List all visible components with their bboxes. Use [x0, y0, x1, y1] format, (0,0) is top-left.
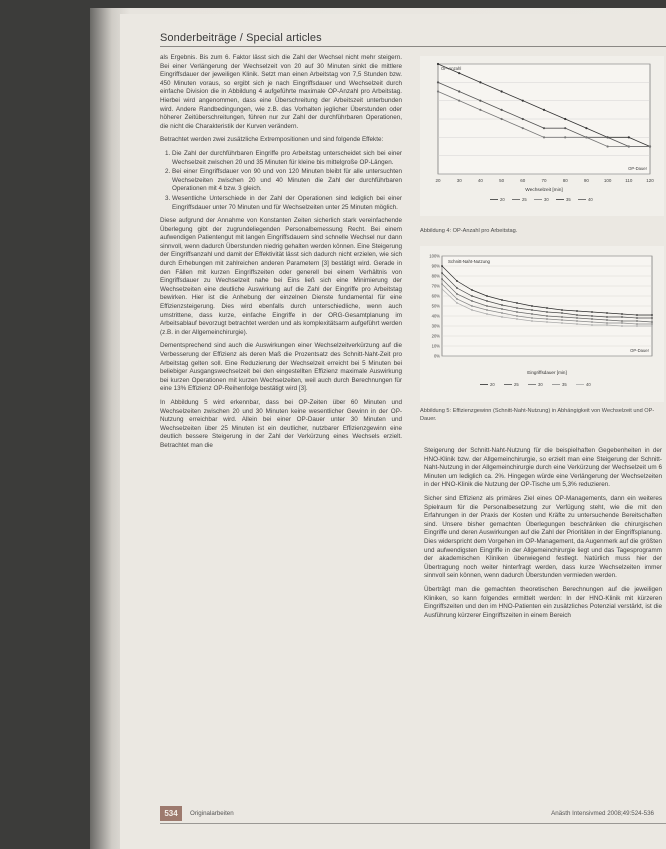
data-point: [576, 314, 578, 316]
data-point: [621, 322, 623, 324]
data-point: [516, 307, 518, 309]
data-point: [651, 325, 653, 327]
data-point: [651, 317, 653, 319]
data-point: [564, 127, 566, 129]
data-point: [531, 305, 533, 307]
data-point: [636, 323, 638, 325]
y-tick-label: 90%: [431, 263, 440, 269]
y-tick-label: 70%: [431, 283, 440, 289]
data-point: [576, 320, 578, 322]
data-point: [636, 314, 638, 316]
left-para-1: als Ergebnis. Bis zum 6. Faktor lässt sich die Zahl der Wechsel nicht mehr steigern. Bei einer Verlängerung der Wechselzeit von 20 auf 30 Minuten sinkt die mittlere Eingriffsdauer der jeweiligen Klinik. Setzt man einen Arbeitstag von 7,5 Stunden bzw. 450 Minuten voraus, so ergibt sich je nach Eingriffsdauer und Wechselzeit durch einfache Division die in Abbildung 4 aufgeführte maximale OP-Anzahl pro Arbeitstag. Hierbei wird angenommen, dass eine Überschreitung der Arbeitszeit unterbunden wird. Andere Randbedingungen, wie z.B. das Vorhalten jeglicher Überstunden oder höherer Zeitüberschreitungen, führen nur zur Zahl der durchführbaren Operationen, die nicht die Charakteristik der Kurven verändern.: [160, 54, 402, 130]
legend-label: 30: [538, 382, 543, 387]
data-point: [486, 305, 488, 307]
legend-label: 40: [586, 382, 591, 387]
data-point: [456, 293, 458, 295]
legend-label: 35: [562, 382, 567, 387]
top-label: Schnitt-Naht-Nutzung: [448, 259, 490, 264]
data-point: [607, 145, 609, 147]
data-point: [576, 310, 578, 312]
x-tick-label: 70: [541, 178, 547, 183]
left-para-5: In Abbildung 5 wird erkennbar, dass bei OP-Zeiten über 60 Minuten und Wechselzeiten zwischen 20 und 30 Minuten keine wesentlicher Gewinn in der OP-Nutzung erreichbar wird. Allein bei einer OP-Dauer unter 30 Minuten und Wechselzeiten über 25 Minuten ist ein deutlicher, nutzbarer Effizienzgewinn eine deutlich bessere Steigerung in der Zahl der Verkürzung eines Wechsels erzielt. Betrachtet man die: [160, 398, 402, 449]
data-point: [606, 316, 608, 318]
y-tick-label: 50%: [431, 303, 440, 309]
data-point: [441, 283, 443, 285]
y-tick-label: 10%: [431, 343, 440, 349]
data-point: [471, 305, 473, 307]
data-point: [441, 288, 443, 290]
data-point: [479, 109, 481, 111]
data-point: [649, 145, 651, 147]
left-para-3: Diese aufgrund der Annahme von Konstanten Zeiten sicherlich stark vereinfachende Überlegung gibt der zugrundeliegenden Personalbemessung Recht. Bei einem aufwendigen Patientengut mit langen Eingriffsdauern sind schnelle Wechsel nur dann sinnvoll, wenn dadurch Überstunden niedrig gehalten werden können. Eine Steigerung der Eingriffsanzahl und damit der Effektivität lässt sich dadurch nicht erzielen, wie sich durch Erhebungen mit zahlreichen anderen Parametern [3] bestätigt wird. Gerade in den Fällen mit kurzen Eingriffszeiten oder generell bei einem Verhältnis von Eingriffsdauer zu Wechselzeit nahe bei Eins ließ sich eine Minimierung der Wechselzeiten eine deutliche Auswirkung auf die Zahl der Eingriffe pro Arbeitstag bewirken. Hier ist die Anhebung der einzelnen Dienste fundamental für eine Effizienzsteigerung. Dies wird ebenfalls durch unterschiedliche, wenn auch umstrittene, dass kurze, einfache Eingriffe in der ORG-Gesamtplanung im Arbeitsablauf bevorzugt betrachtet werden und als komplexitätsarm aufgeführt werden (z.B. in der Allgemeinchirurgie).: [160, 217, 402, 336]
data-point: [651, 323, 653, 325]
x-tick-label: 50: [499, 178, 505, 183]
data-point: [576, 317, 578, 319]
footer-rule: [160, 823, 666, 824]
data-point: [501, 109, 503, 111]
x-tick-label: 100: [603, 178, 612, 183]
figure-5-caption: Abbildung 5: Effizienzgewinn (Schnitt-Naht-Nutzung) in Abhängigkeit von Wechselzeit und OP-Dauer.: [420, 408, 655, 422]
data-point: [651, 321, 653, 323]
data-point: [479, 81, 481, 83]
data-point: [501, 304, 503, 306]
data-point: [501, 118, 503, 120]
figure-5-chart: [420, 246, 664, 402]
data-point: [561, 312, 563, 314]
data-point: [456, 302, 458, 304]
data-point: [501, 299, 503, 301]
data-point: [576, 323, 578, 325]
data-point: [441, 272, 443, 274]
figure-4-chart: [420, 56, 664, 216]
data-point: [522, 118, 524, 120]
left-para-2-intro: Betrachtet werden zwei zusätzliche Extrempositionen und sind folgende Effekte:: [160, 136, 384, 144]
data-point: [471, 289, 473, 291]
footer-section: Originalarbeiten: [190, 810, 234, 817]
data-point: [564, 136, 566, 138]
footer-citation: Anästh Intensivmed 2008;49:524-536: [551, 810, 654, 817]
data-point: [486, 313, 488, 315]
data-point: [531, 313, 533, 315]
data-point: [651, 314, 653, 316]
x-axis-label: Eingriffsdauer [min]: [527, 370, 567, 375]
x-tick-label: 90: [583, 178, 589, 183]
data-point: [585, 136, 587, 138]
data-point: [636, 320, 638, 322]
data-point: [441, 265, 443, 267]
x-tick-label: 40: [477, 178, 483, 183]
data-point: [564, 118, 566, 120]
data-point: [471, 295, 473, 297]
data-point: [516, 315, 518, 317]
x-tick-label: 60: [520, 178, 526, 183]
data-point: [516, 311, 518, 313]
figure-5-svg: [420, 246, 664, 402]
data-point: [531, 309, 533, 311]
x-axis-label: Wechselzeit [min]: [525, 188, 563, 193]
data-point: [606, 324, 608, 326]
y-tick-label: 40%: [431, 313, 440, 319]
data-point: [522, 127, 524, 129]
data-point: [561, 316, 563, 318]
data-point: [591, 324, 593, 326]
right-note: OP-Dauer: [630, 348, 649, 353]
right-para-1: Steigerung der Schnitt-Naht-Nutzung für die beispielhaften Gegebenheiten in der HNO-Klinik bzw. der Allgemeinchirurgie, so erzielt man eine Steigerung der Schnitt-Naht-Nutzung in der Allgemeinchirurgie durch eine Verkürzung der Wechselzeit um 6 Minuten um lediglich ca. 2%. Hingegen würde eine Verlängerung der Wechselzeiten in der HNO-Klinik die Nutzung der OP-Tische um 5,3% reduzieren.: [424, 447, 662, 489]
data-point: [546, 315, 548, 317]
x-tick-label: 110: [625, 178, 633, 183]
data-point: [591, 321, 593, 323]
page-number-badge: 534: [160, 806, 182, 821]
left-para-4: Dementsprechend sind auch die Auswirkungen einer Wechselzeitverkürzung auf die Verbesserung der Effizienz als deren Maß die Prozentsatz des Schnitt-Naht-Zeit pro Arbeitstag gelten soll. Eine Reduzierung der Wechselzeit erreicht bei 5 Minuten bei beliebiger Ausgangswechselzeit bei den eingestellten Effizienz maximale Auswirkung bei kurzen Operationen mit kurzen Wechselzeiten, weil auch durch Berechnungen für eine 13% Effizienz OP-Reihenfolge bestätigt wird [3].: [160, 342, 402, 393]
data-point: [437, 81, 439, 83]
x-tick-label: 20: [435, 178, 441, 183]
x-tick-label: 80: [562, 178, 568, 183]
data-point: [516, 318, 518, 320]
data-point: [561, 322, 563, 324]
data-point: [543, 136, 545, 138]
data-point: [621, 325, 623, 327]
data-point: [486, 300, 488, 302]
data-point: [456, 287, 458, 289]
data-point: [585, 127, 587, 129]
right-para-3: Überträgt man die gemachten theoretischen Berechnungen auf die jeweiligen Kliniken, so kann folgendes ermittelt werden: In der HNO-Klinik mit kürzeren Eingriffszeiten und den im HNO-Patienten ein zusätzliches Potenzial verstärkt, ist die Ausführung kürzerer Eingriffszeiten in einem Bereich: [424, 585, 662, 619]
right-note: OP-Dauer: [628, 166, 647, 171]
list-item: 2. Bei einer Eingriffsdauer von 90 und von 120 Minuten bleibt für alle untersuchten Wechselzeiten zwischen 20 und 40 Minuten die Zahl der durchführbaren Operationen mit 4 bzw. 3 gleich.: [172, 168, 402, 194]
y-tick-label: 80%: [431, 273, 440, 279]
legend-label: 25: [522, 197, 527, 202]
right-column: [424, 447, 662, 625]
effects-list: [160, 150, 402, 212]
legend-label: 30: [544, 197, 549, 202]
legend-label: 25: [514, 382, 519, 387]
data-point: [501, 90, 503, 92]
y-tick-label: 0%: [433, 353, 440, 359]
data-point: [543, 109, 545, 111]
data-point: [486, 295, 488, 297]
data-point: [628, 136, 630, 138]
data-point: [479, 100, 481, 102]
data-point: [628, 145, 630, 147]
legend-label: 35: [566, 197, 571, 202]
data-point: [458, 72, 460, 74]
data-point: [621, 313, 623, 315]
y-axis-label: OP-Anzahl: [441, 66, 462, 71]
y-tick-label: 20%: [431, 333, 440, 339]
y-tick-label: 100%: [429, 253, 440, 259]
data-point: [456, 280, 458, 282]
data-point: [606, 319, 608, 321]
right-para-2: Sicher sind Effizienz als primäres Ziel eines OP-Managements, dann ein weiteres Spielraum für die Personalbesetzung zur Verfügung steht, wie die mit den Erfahrungen in der Praxis der Kosten und Kräfte zu untersuchende Bereitschaften sind. Unsere bisher gemachten Überlegungen beschränken die chirurgischen Eingriffe und deren Auswirkungen auf die Zahl der Prioritäten in der Eingriffsplanung. Dies widerspricht dem Vorgehen im OP-Management, da Augenmerk auf die größten und aufwendigsten Eingriffe in der Allgemeinchirurgie liegt und das Tagesprogramm der akademischen Kliniken überwiegend festlegt. Natürlich muss hier der Übertragung noch weiter hinterfragt werden, dass kurze Wechselzeiten immer sinnvoll sein können, wenn dadurch Überstunden vermieden werden.: [424, 494, 662, 580]
data-point: [636, 325, 638, 327]
data-point: [458, 90, 460, 92]
data-point: [501, 316, 503, 318]
data-point: [458, 100, 460, 102]
data-point: [522, 100, 524, 102]
data-point: [606, 322, 608, 324]
legend-label: 20: [500, 197, 505, 202]
data-point: [501, 312, 503, 314]
data-point: [531, 320, 533, 322]
data-point: [621, 316, 623, 318]
data-point: [437, 63, 439, 65]
data-point: [606, 312, 608, 314]
data-point: [441, 278, 443, 280]
data-point: [607, 136, 609, 138]
left-column: [160, 54, 402, 456]
x-tick-label: 120: [646, 178, 654, 183]
data-point: [561, 309, 563, 311]
y-tick-label: 30%: [431, 323, 440, 329]
legend-label: 40: [588, 197, 593, 202]
data-point: [546, 318, 548, 320]
list-item: 3. Wesentliche Unterschiede in der Zahl der Operationen sind lediglich bei einer Eingriffsdauer unter 70 Minuten und für Wechselzeiten unter 25 Minuten möglich.: [172, 195, 402, 212]
page-header: Sonderbeiträge / Special articles: [160, 32, 322, 44]
data-point: [621, 320, 623, 322]
data-point: [516, 302, 518, 304]
list-item: 1. Die Zahl der durchführbaren Eingriffe pro Arbeitstag unterscheidet sich bei einer Wechselzeit zwischen 20 und 35 Minuten für kleine bis mittelgroße OP-Längen.: [172, 150, 402, 167]
data-point: [591, 315, 593, 317]
data-point: [486, 309, 488, 311]
data-point: [546, 307, 548, 309]
data-point: [543, 127, 545, 129]
legend-label: 20: [490, 382, 495, 387]
data-point: [561, 319, 563, 321]
x-tick-label: 30: [456, 178, 462, 183]
data-point: [591, 311, 593, 313]
data-point: [471, 300, 473, 302]
header-rule: [160, 46, 666, 47]
data-point: [437, 90, 439, 92]
data-point: [546, 321, 548, 323]
data-point: [456, 298, 458, 300]
data-point: [531, 317, 533, 319]
figure-4-svg: [420, 56, 664, 216]
data-point: [501, 308, 503, 310]
y-tick-label: 60%: [431, 293, 440, 299]
data-point: [636, 317, 638, 319]
figure-4-caption: Abbildung 4: OP-Anzahl pro Arbeitstag.: [420, 228, 518, 234]
data-point: [471, 309, 473, 311]
data-point: [591, 318, 593, 320]
data-point: [546, 311, 548, 313]
